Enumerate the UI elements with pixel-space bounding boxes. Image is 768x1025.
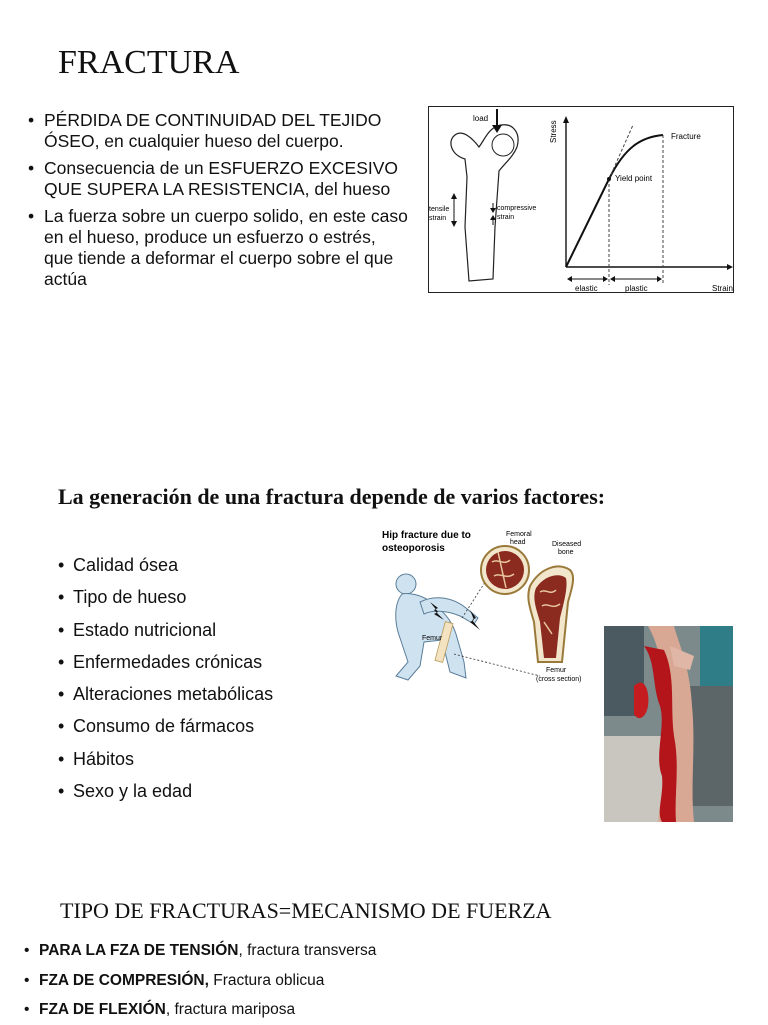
femur-cross-label-2: (cross section) bbox=[536, 676, 582, 683]
plastic-label: plastic bbox=[625, 284, 648, 292]
list-item: • Consecuencia de un ESFUERZO EXCESIVO QUE SUPERA LA RESISTENCIA, del hueso bbox=[28, 158, 408, 200]
femur-shaft-cross-section bbox=[528, 567, 573, 662]
leader-line bbox=[454, 654, 540, 676]
femur-label: Femur bbox=[422, 635, 443, 642]
compressive-strain-label: strain bbox=[497, 214, 515, 221]
type-force-label: PARA LA FZA DE TENSIÓN bbox=[39, 942, 239, 959]
intro-bullet-list bbox=[28, 110, 408, 296]
factors-heading: La generación de una fractura depende de varios factores: bbox=[58, 484, 606, 509]
diseased-bone-label-2: bone bbox=[558, 549, 574, 556]
list-item: • PÉRDIDA DE CONTINUIDAD DEL TEJIDO ÓSEO, en cualquier hueso del cuerpo. bbox=[28, 110, 408, 152]
elastic-arrowhead-left bbox=[567, 276, 572, 282]
stress-strain-curve bbox=[566, 135, 663, 267]
stress-strain-figure bbox=[428, 106, 734, 293]
open-fracture-photo bbox=[604, 626, 733, 822]
x-axis-label: Strain bbox=[712, 284, 733, 292]
femur-bone-outline bbox=[451, 125, 518, 281]
hip-fracture-illustration bbox=[380, 522, 596, 688]
femoral-head-cross-section bbox=[481, 546, 529, 594]
x-axis-arrowhead bbox=[727, 264, 733, 270]
list-item: • Consumo de fármacos bbox=[58, 710, 358, 742]
list-item bbox=[24, 936, 744, 966]
plastic-arrowhead-left bbox=[610, 276, 615, 282]
list-item bbox=[24, 995, 744, 1025]
list-item: • Sexo y la edad bbox=[58, 775, 358, 807]
types-heading: TIPO DE FRACTURAS=MECANISMO DE FUERZA bbox=[60, 898, 552, 923]
type-force-label: FZA DE FLEXIÓN bbox=[39, 1001, 166, 1018]
elastic-arrowhead-right bbox=[603, 276, 608, 282]
page-title: FRACTURA bbox=[58, 44, 240, 81]
type-fracture-desc: , fractura mariposa bbox=[165, 1001, 296, 1018]
stress-strain-diagram bbox=[429, 107, 733, 292]
load-arrowhead bbox=[492, 125, 502, 133]
compressive-label: compressive bbox=[497, 205, 537, 212]
fracture-label: Fracture bbox=[671, 132, 701, 141]
hip-figure-title-line2: osteoporosis bbox=[382, 543, 445, 554]
fracture-types-list bbox=[24, 936, 744, 1025]
type-fracture-desc: Fractura oblicua bbox=[208, 971, 325, 989]
diseased-bone-label-1: Diseased bbox=[552, 541, 582, 548]
tensile-label: tensile bbox=[429, 206, 450, 213]
elastic-label: elastic bbox=[575, 284, 598, 292]
list-item: • La fuerza sobre un cuerpo solido, en este caso en el hueso, produce un esfuerzo o estrés, que tiende a deformar el cuerpo sobre el que actúa bbox=[28, 206, 408, 290]
list-item: • Alteraciones metabólicas bbox=[58, 678, 358, 710]
list-item: • Hábitos bbox=[58, 743, 358, 775]
plastic-arrowhead-right bbox=[657, 276, 662, 282]
list-item: • Tipo de hueso bbox=[58, 581, 358, 613]
factors-list bbox=[58, 549, 358, 807]
kneeling-person-figure bbox=[396, 574, 478, 680]
yield-point-label: Yield point bbox=[615, 174, 653, 183]
hip-figure-title-line1: Hip fracture due to bbox=[382, 530, 471, 541]
yield-point-marker bbox=[607, 177, 611, 181]
type-force-label: FZA DE COMPRESIÓN, bbox=[39, 971, 209, 989]
y-axis-arrowhead bbox=[563, 116, 569, 123]
tensile-arrowhead-top bbox=[451, 193, 457, 199]
compressive-arrowhead-top bbox=[490, 208, 496, 213]
list-item bbox=[24, 966, 744, 996]
list-item: • Estado nutricional bbox=[58, 614, 358, 646]
femoral-head-label-1: Femoral bbox=[506, 531, 532, 538]
femoral-head-label-2: head bbox=[510, 539, 526, 546]
femoral-head-shape bbox=[492, 134, 514, 156]
list-item: • Calidad ósea bbox=[58, 549, 358, 581]
type-fracture-desc: , fractura transversa bbox=[238, 942, 377, 959]
tensile-arrowhead-bottom bbox=[451, 221, 457, 227]
tensile-strain-label: strain bbox=[429, 215, 447, 222]
y-axis-label: Stress bbox=[549, 120, 558, 143]
load-label: load bbox=[473, 114, 489, 123]
list-item: • Enfermedades crónicas bbox=[58, 646, 358, 678]
femur-cross-label-1: Femur bbox=[546, 667, 567, 674]
